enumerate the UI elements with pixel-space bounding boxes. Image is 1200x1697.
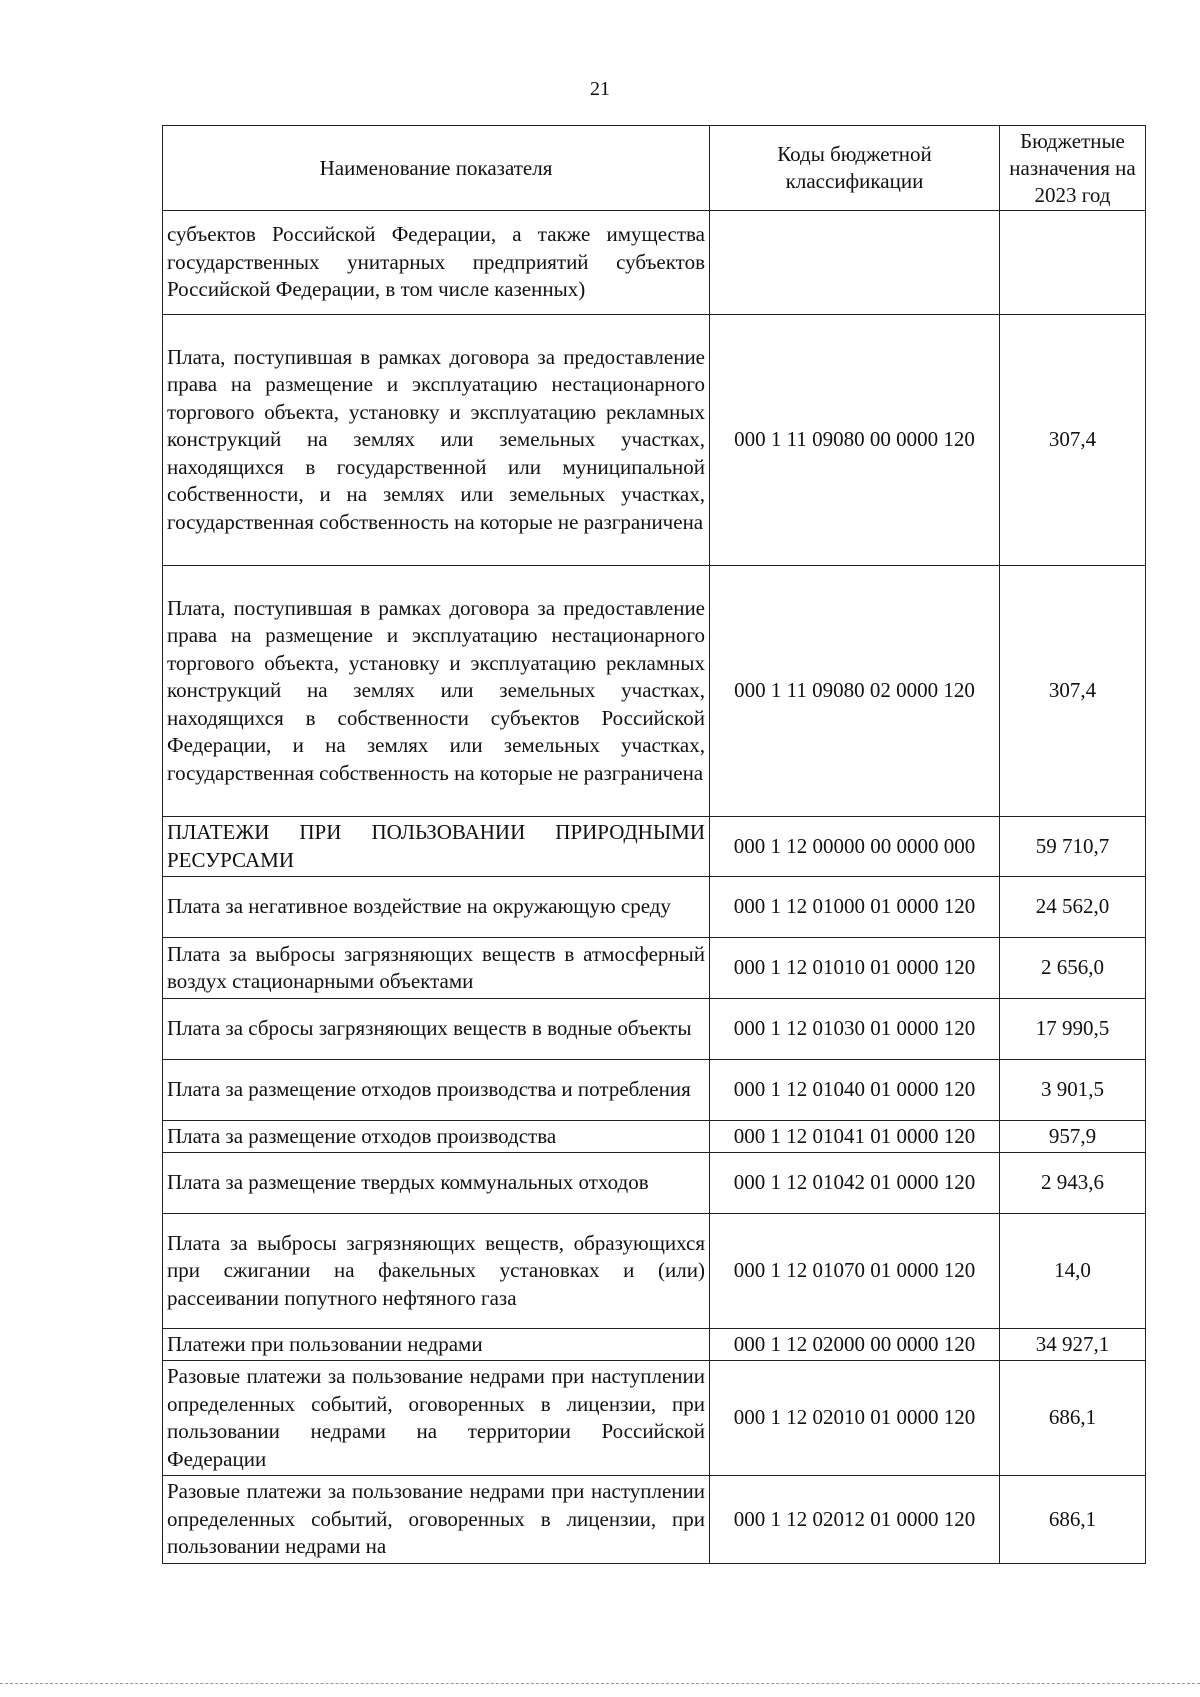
budget-amount	[1000, 211, 1146, 315]
table-row	[163, 1329, 1146, 1361]
classification-code: 000 1 12 01030 01 0000 120	[710, 999, 1000, 1060]
budget-amount: 17 990,5	[1000, 999, 1146, 1060]
budget-amount: 24 562,0	[1000, 877, 1146, 938]
budget-amount: 59 710,7	[1000, 817, 1146, 877]
table-row	[163, 1476, 1146, 1564]
header-amount: Бюджетные назначения на 2023 год	[1000, 126, 1146, 211]
table-row	[163, 211, 1146, 315]
table-row	[163, 315, 1146, 566]
indicator-name: Плата за выбросы загрязняющих веществ в атмосферный воздух стационарными объектами	[163, 938, 710, 999]
indicator-name: Плата за размещение твердых коммунальных отходов	[163, 1153, 710, 1214]
table-row	[163, 1361, 1146, 1476]
indicator-name: Плата, поступившая в рамках договора за предоставление права на размещение и эксплуатацию нестационарного торгового объекта, установку и эксплуатацию рекламных конструкций на землях или земельных участках, находящихся в собственности субъектов Российской Федерации, и на землях или земельных участках, государственная собственность на которые не разграничена	[163, 566, 710, 817]
table-row	[163, 877, 1146, 938]
classification-code: 000 1 12 02010 01 0000 120	[710, 1361, 1000, 1476]
table-row	[163, 1214, 1146, 1329]
table-body	[163, 211, 1146, 1564]
budget-amount: 957,9	[1000, 1121, 1146, 1153]
table-row	[163, 1121, 1146, 1153]
budget-amount: 3 901,5	[1000, 1060, 1146, 1121]
classification-code: 000 1 12 02012 01 0000 120	[710, 1476, 1000, 1564]
classification-code: 000 1 11 09080 02 0000 120	[710, 566, 1000, 817]
budget-amount: 34 927,1	[1000, 1329, 1146, 1361]
table-header	[163, 126, 1146, 211]
indicator-name: ПЛАТЕЖИ ПРИ ПОЛЬЗОВАНИИ ПРИРОДНЫМИ РЕСУРСАМИ	[163, 817, 710, 877]
indicator-name: Плата за размещение отходов производства и потребления	[163, 1060, 710, 1121]
classification-code	[710, 211, 1000, 315]
indicator-name: Плата за негативное воздействие на окружающую среду	[163, 877, 710, 938]
indicator-name: Плата за размещение отходов производства	[163, 1121, 710, 1153]
table-row	[163, 999, 1146, 1060]
classification-code: 000 1 12 01040 01 0000 120	[710, 1060, 1000, 1121]
indicator-name: Плата за выбросы загрязняющих веществ, образующихся при сжигании на факельных установках и (или) рассеивании попутного нефтяного газа	[163, 1214, 710, 1329]
classification-code: 000 1 11 09080 00 0000 120	[710, 315, 1000, 566]
indicator-name: Плата за сбросы загрязняющих веществ в водные объекты	[163, 999, 710, 1060]
indicator-name: Разовые платежи за пользование недрами при наступлении определенных событий, оговоренных в лицензии, при пользовании недрами на	[163, 1476, 710, 1564]
budget-amount: 686,1	[1000, 1476, 1146, 1564]
classification-code: 000 1 12 01010 01 0000 120	[710, 938, 1000, 999]
classification-code: 000 1 12 01070 01 0000 120	[710, 1214, 1000, 1329]
budget-amount: 14,0	[1000, 1214, 1146, 1329]
header-code: Коды бюджетной классификации	[710, 126, 1000, 211]
table-row	[163, 566, 1146, 817]
table-row	[163, 1153, 1146, 1214]
classification-code: 000 1 12 01041 01 0000 120	[710, 1121, 1000, 1153]
budget-amount: 2 656,0	[1000, 938, 1146, 999]
classification-code: 000 1 12 01000 01 0000 120	[710, 877, 1000, 938]
budget-amount: 686,1	[1000, 1361, 1146, 1476]
budget-amount: 2 943,6	[1000, 1153, 1146, 1214]
classification-code: 000 1 12 02000 00 0000 120	[710, 1329, 1000, 1361]
header-name: Наименование показателя	[163, 126, 710, 211]
header-row	[163, 126, 1146, 211]
table-row	[163, 817, 1146, 877]
page-number: 21	[590, 78, 610, 100]
classification-code: 000 1 12 01042 01 0000 120	[710, 1153, 1000, 1214]
indicator-name: Плата, поступившая в рамках договора за предоставление права на размещение и эксплуатацию нестационарного торгового объекта, установку и эксплуатацию рекламных конструкций на землях или земельных участках, находящихся в государственной или муниципальной собственности, и на землях или земельных участках, государственная собственность на которые не разграничена	[163, 315, 710, 566]
indicator-name: Платежи при пользовании недрами	[163, 1329, 710, 1361]
budget-amount: 307,4	[1000, 566, 1146, 817]
budget-table	[162, 125, 1146, 1564]
budget-amount: 307,4	[1000, 315, 1146, 566]
indicator-name: Разовые платежи за пользование недрами при наступлении определенных событий, оговоренных в лицензии, при пользовании недрами на территории Российской Федерации	[163, 1361, 710, 1476]
footer-divider	[0, 1683, 1200, 1684]
classification-code: 000 1 12 00000 00 0000 000	[710, 817, 1000, 877]
table-row	[163, 1060, 1146, 1121]
table-row	[163, 938, 1146, 999]
indicator-name: субъектов Российской Федерации, а также имущества государственных унитарных предприятий субъектов Российской Федерации, в том числе казенных)	[163, 211, 710, 315]
